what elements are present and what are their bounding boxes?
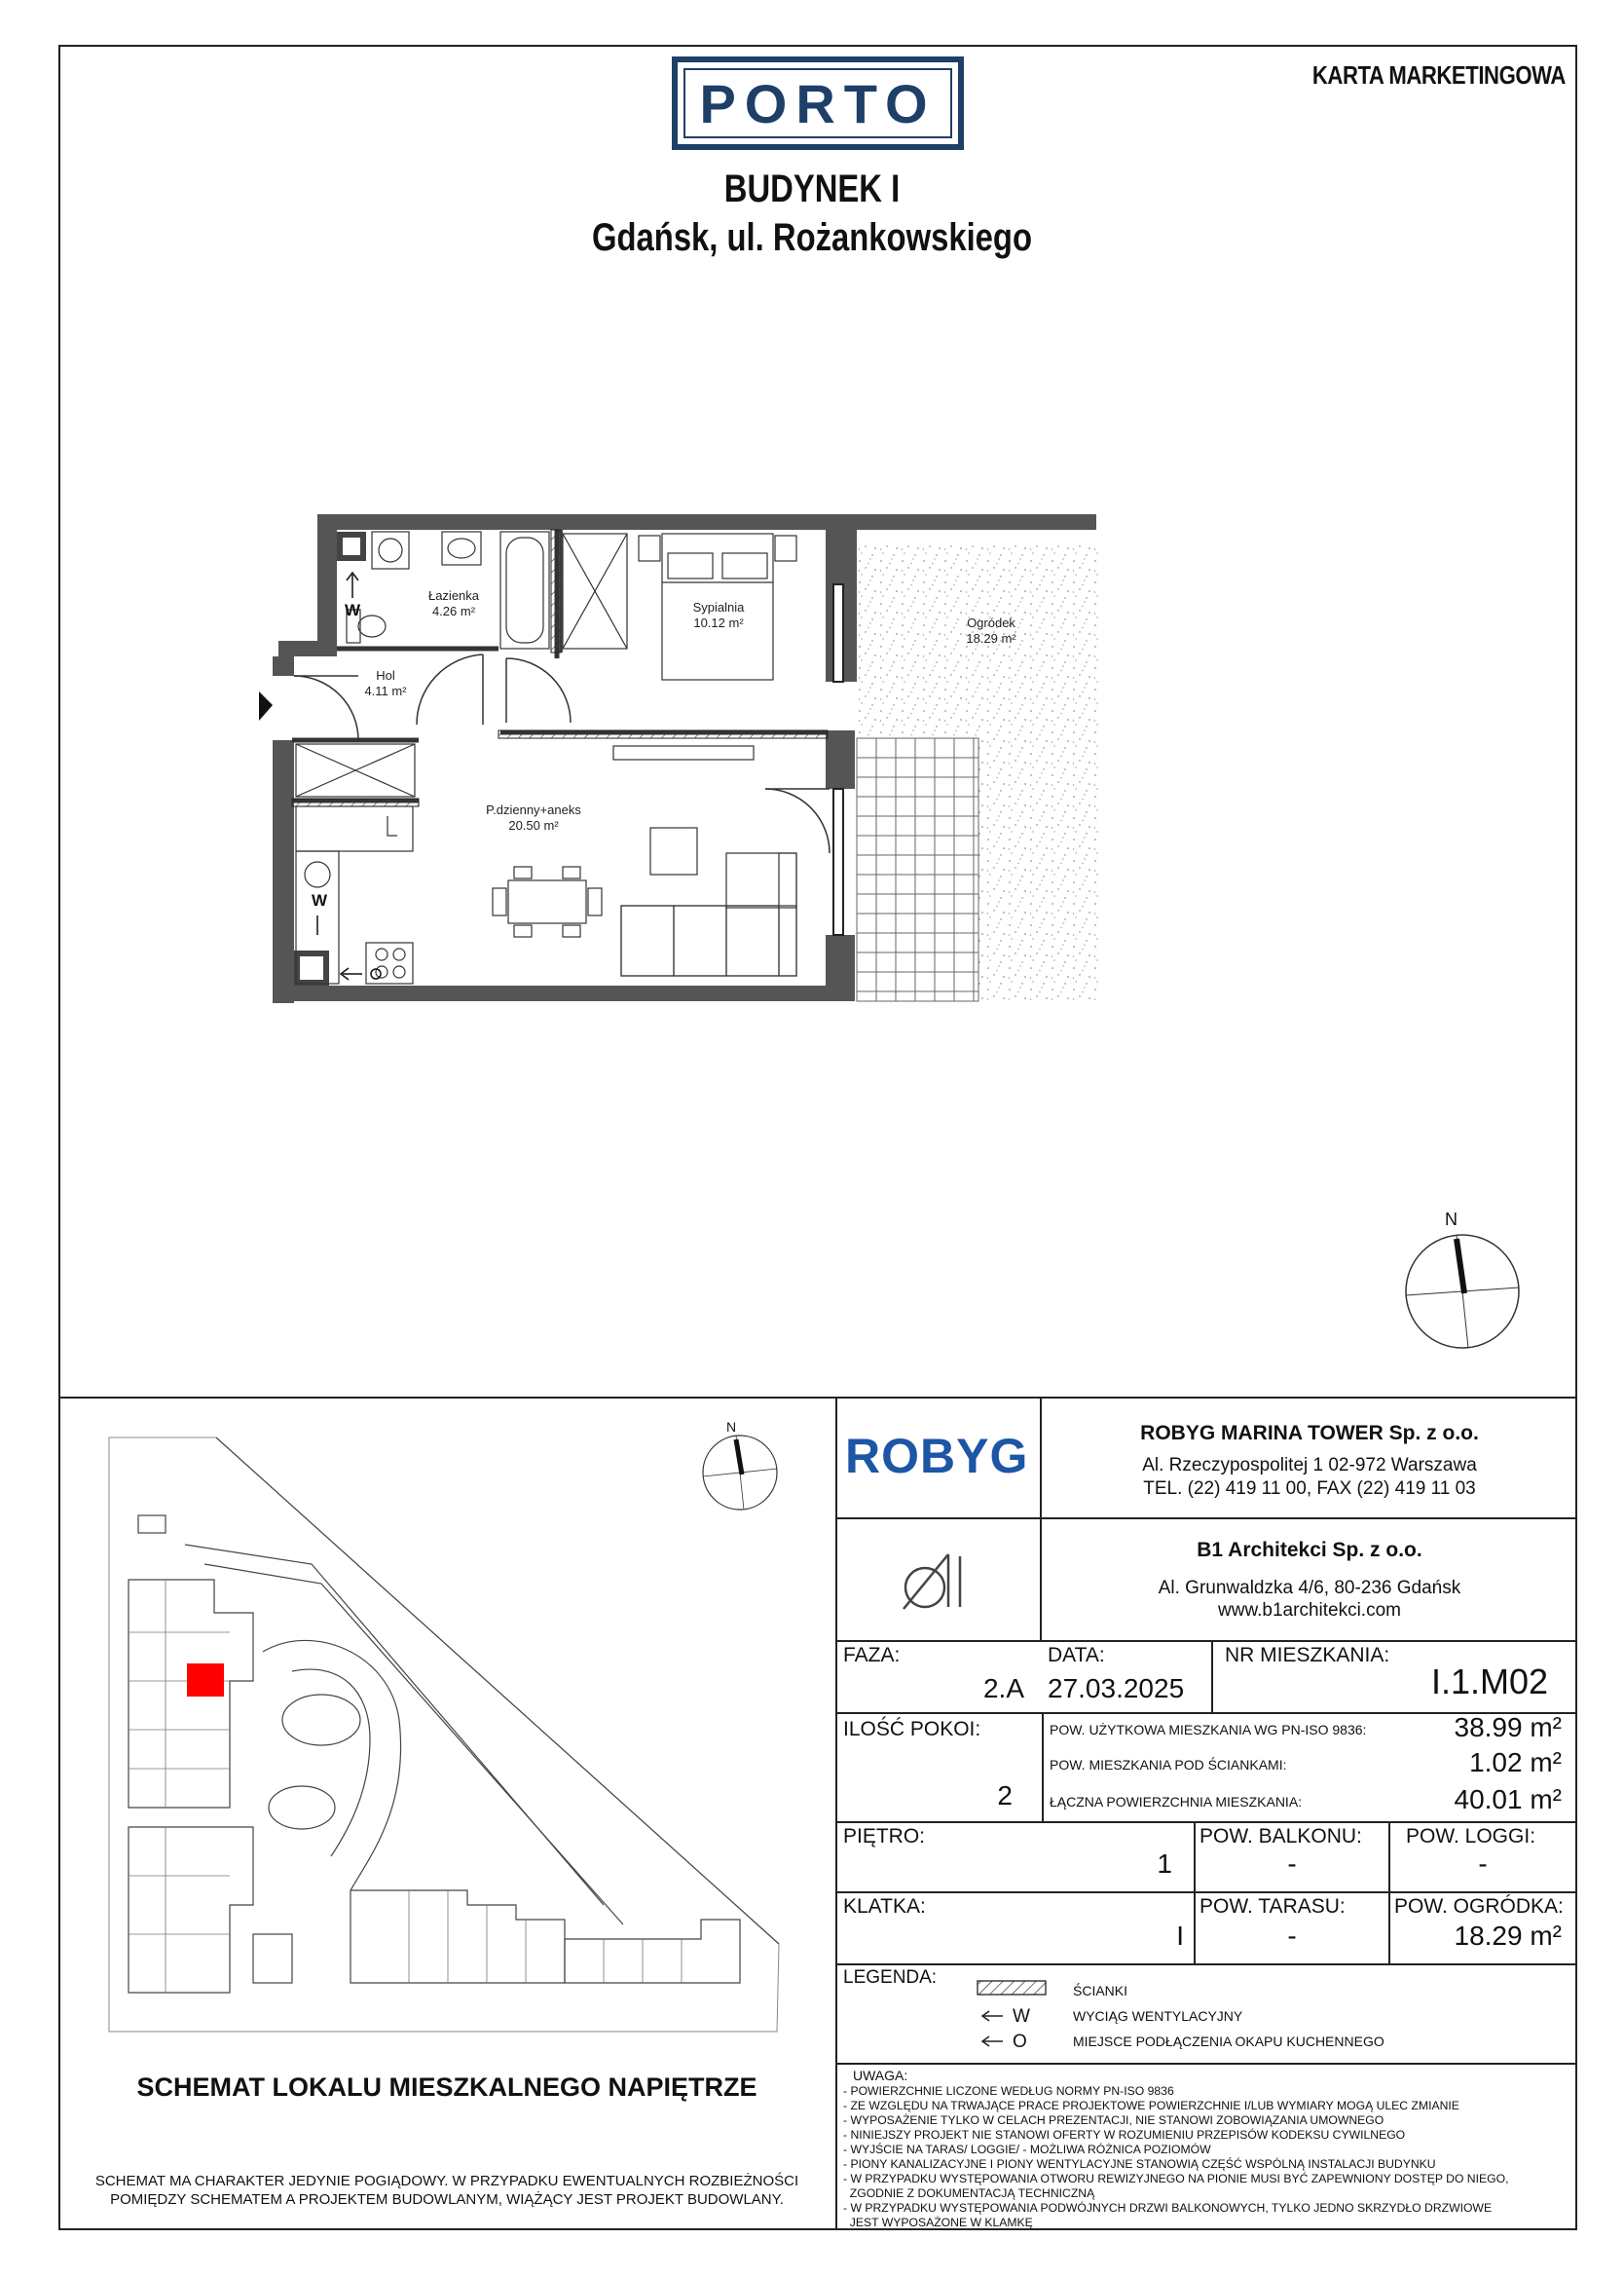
architect-web: www.b1architekci.com [1218, 1600, 1401, 1621]
pu-value: 38.99 m² [1454, 1712, 1562, 1742]
pl-label: ŁĄCZNA POWIERZCHNIA MIESZKANIA: [1050, 1794, 1303, 1810]
legend-item-vent: WYCIĄG WENTYLACYJNY [1073, 2008, 1243, 2024]
note-line: - W PRZYPADKU WYSTĘPOWANIA PODWÓJNYCH DRZWI BALKONOWYCH, TYLKO JEDNO SKRZYDŁO DRZWIOWE [843, 2201, 1493, 2215]
building-address: Gdańsk, ul. Rożankowskiego [591, 216, 1032, 259]
schema-compass-n: N [726, 1419, 737, 1435]
developer-phone: TEL. (22) 419 11 00, FAX (22) 419 11 03 [1143, 1478, 1476, 1499]
balkon-label: POW. BALKONU: [1200, 1825, 1362, 1848]
pietro-value: 1 [1157, 1848, 1172, 1879]
site-schema [58, 1399, 835, 2061]
ps-value: 1.02 m² [1469, 1747, 1562, 1777]
note-line: JEST WYPOSAŻONE W KLAMKĘ [843, 2216, 1033, 2229]
balkon-value: - [1287, 1848, 1297, 1879]
ogrodek-value: 18.29 m² [1454, 1921, 1562, 1951]
developer-name: ROBYG MARINA TOWER Sp. z o.o. [1140, 1422, 1479, 1444]
pokoi-label: ILOŚĆ POKOI: [843, 1718, 981, 1740]
loggia-value: - [1478, 1848, 1488, 1879]
grid-line [1211, 1640, 1213, 1712]
nr-label: NR MIESZKANIA: [1225, 1644, 1390, 1666]
ogrodek-label: POW. OGRÓDKA: [1394, 1895, 1564, 1918]
note-line: - ZE WZGLĘDU NA TRWAJĄCE PRACE PROJEKTOWE POWIERZCHNIE I/LUB WYMIARY MOGĄ ULEC ZMIANIE [843, 2099, 1459, 2112]
developer-address: Al. Rzeczypospolitej 1 02-972 Warszawa [1142, 1455, 1477, 1475]
terrace-tiles [857, 738, 978, 1001]
legend-label: LEGENDA: [843, 1967, 938, 1988]
taras-label: POW. TARASU: [1200, 1895, 1346, 1918]
legend-o-symbol: O [1013, 2032, 1027, 2052]
faza-label: FAZA: [843, 1644, 901, 1666]
note-line: - NINIEJSZY PROJEKT NIE STANOWI OFERTY W ROZUMIENIU PRZEPISÓW KODEKSU CYWILNEGO [843, 2128, 1406, 2142]
grid-line [835, 1891, 1577, 1893]
klatka-value: I [1176, 1921, 1184, 1951]
building-title: BUDYNEK I [723, 168, 901, 210]
bathroom-fixtures [344, 532, 627, 649]
room-name-hall: Hol [376, 668, 395, 683]
data-label: DATA: [1048, 1644, 1105, 1666]
legend-w-symbol: W [1013, 2006, 1030, 2027]
legend-item-walls: ŚCIANKI [1073, 1983, 1128, 1998]
entrance-arrow [259, 691, 273, 721]
living-furniture [493, 828, 796, 976]
room-area-hall: 4.11 m² [364, 684, 407, 698]
grid-line [835, 1963, 1577, 1965]
note-line: - WYPOSAŻENIE TYLKO W CELACH PREZENTACJI, NIE STANOWI ZOBOWIĄZANIA UMOWNEGO [843, 2113, 1384, 2127]
pokoi-value: 2 [997, 1780, 1013, 1810]
schema-note: SCHEMAT MA CHARAKTER JEDYNIE POGIĄDOWY. W PRZYPADKU EWENTUALNYCH ROZBIEŻNOŚCI POMIĘDZY SCHEMATEM A PROJEKTEM BUDOWLANYM, WIĄŻĄCY JEST PROJEKT BUDOWLANY. [94, 2173, 799, 2208]
legend-arrow-icon [982, 2011, 1003, 2046]
compass-n-label: N [1445, 1210, 1458, 1229]
room-name-bathroom: Łazienka [427, 588, 480, 603]
porto-logo-text: PORTO [699, 72, 937, 134]
pl-value: 40.01 m² [1454, 1784, 1562, 1814]
note-line: - W PRZYPADKU WYSTĘPOWANIA OTWORU REWIZYJNEGO NA PIONIE MUSI BYĆ ZAPEWNIONY DOSTĘP DO NIEGO, [843, 2172, 1509, 2185]
b1-logo-icon [896, 1545, 983, 1613]
data-value: 27.03.2025 [1048, 1673, 1185, 1703]
apartment-location-marker [187, 1663, 224, 1697]
note-line: - PIONY KANALIZACYJNE I PIONY WENTYLACYJNE STANOWIĄ CZĘŚĆ WSPÓLNĄ INSTALACJI BUDYNKU [843, 2157, 1436, 2171]
room-name-garden: Ogródek [967, 616, 1015, 630]
architect-address: Al. Grunwaldzka 4/6, 80-236 Gdańsk [1158, 1578, 1461, 1598]
architect-name: B1 Architekci Sp. z o.o. [1197, 1539, 1422, 1561]
pietro-label: PIĘTRO: [843, 1825, 926, 1848]
legend-hatch-icon [978, 1981, 1046, 1995]
loggia-label: POW. LOGGI: [1406, 1825, 1536, 1848]
pu-label: POW. UŻYTKOWA MIESZKANIA WG PN-ISO 9836: [1050, 1722, 1367, 1737]
room-area-bathroom: 4.26 m² [431, 604, 476, 618]
klatka-label: KLATKA: [843, 1895, 926, 1918]
schema-title: SCHEMAT LOKALU MIESZKALNEGO NAPIĘTRZE [136, 2072, 757, 2102]
schema-compass-icon [703, 1419, 777, 1510]
room-area-living: 20.50 m² [508, 818, 559, 833]
compass-icon [1406, 1210, 1519, 1348]
legend-item-hood: MIEJSCE PODŁĄCZENIA OKAPU KUCHENNEGO [1073, 2034, 1384, 2049]
vent-marker-kitchen: W [311, 891, 328, 910]
nr-value: I.1.M02 [1430, 1661, 1548, 1701]
note-line: ZGODNIE Z DOKUMENTACJĄ TECHNICZNĄ [843, 2186, 1095, 2200]
room-area-bedroom: 10.12 m² [693, 616, 744, 630]
document-type: KARTA MARKETINGOWA [1312, 60, 1566, 90]
grid-line [835, 2063, 1577, 2065]
ps-label: POW. MIESZKANIA POD ŚCIANKAMI: [1050, 1757, 1287, 1773]
grid-line [835, 1821, 1577, 1823]
room-name-living: P.dzienny+aneks [486, 803, 581, 817]
grid-line [835, 1517, 1577, 1519]
faza-value: 2.A [982, 1673, 1024, 1703]
room-name-bedroom: Sypialnia [692, 600, 745, 615]
room-area-garden: 18.29 m² [966, 631, 1016, 646]
robyg-logo: ROBYG [845, 1429, 1029, 1483]
taras-value: - [1287, 1921, 1297, 1951]
note-line: - POWIERZCHNIE LICZONE WEDŁUG NORMY PN-ISO 9836 [843, 2084, 1174, 2098]
vent-marker-bathroom: W [344, 601, 361, 619]
note-line: - WYJŚCIE NA TARAS/ LOGGIE/ - MOŻLIWA RÓŻNICA POZIOMÓW [843, 2143, 1211, 2156]
vertical-divider [835, 1397, 837, 2230]
grid-line [835, 1640, 1577, 1642]
grid-line [1042, 1712, 1044, 1821]
notes-title: UWAGA: [853, 2068, 908, 2083]
